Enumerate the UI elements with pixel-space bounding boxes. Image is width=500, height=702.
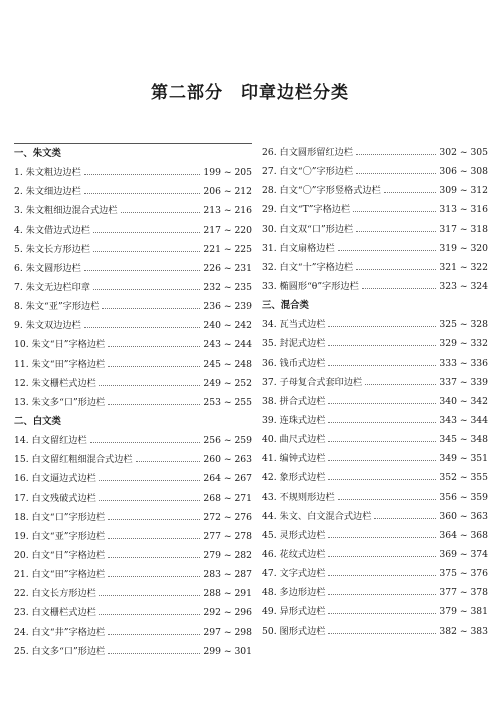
toc-entry <box>262 239 488 258</box>
toc-entry-title: 9. 朱文双边边栏 <box>14 320 81 332</box>
toc-entry-title: 36. 钱币式边栏 <box>262 357 326 369</box>
toc-right-column <box>262 143 488 641</box>
toc-entry <box>262 373 488 392</box>
toc-entry-pages: 317 ~ 318 <box>439 223 488 235</box>
toc-entry-title: 19. 白文“亚”字形边栏 <box>14 530 106 542</box>
toc-entry-title: 10. 朱文“日”字格边栏 <box>14 339 106 351</box>
leader-dots <box>328 613 436 614</box>
toc-entry-title: 28. 白文“〇”字形竖格式边栏 <box>262 185 381 197</box>
toc-entry-title: 24. 白文“井”字格边栏 <box>14 626 106 638</box>
toc-entry <box>262 449 488 468</box>
toc-entry-title: 31. 白文扇格边栏 <box>262 242 335 254</box>
toc-entry-pages: 260 ~ 263 <box>203 454 252 466</box>
leader-dots <box>328 460 436 461</box>
toc-entry-title: 20. 白文“日”字格边栏 <box>14 549 106 561</box>
toc-entry-title: 47. 文字式边栏 <box>262 568 326 580</box>
toc-entry-pages: 360 ~ 363 <box>439 510 488 522</box>
toc-entry-title: 30. 白文双“口”形边栏 <box>262 223 354 235</box>
toc-entry <box>262 507 488 526</box>
leader-dots <box>328 479 436 480</box>
toc-entry-pages: 329 ~ 332 <box>439 338 488 350</box>
leader-dots <box>84 327 201 328</box>
leader-dots <box>328 556 436 557</box>
section-header: 三、混合类 <box>262 300 309 312</box>
toc-entry-pages: 226 ~ 231 <box>203 262 252 274</box>
toc-entry-pages: 277 ~ 278 <box>203 530 252 542</box>
toc-entry-title: 14. 白文留红边栏 <box>14 435 87 447</box>
leader-dots <box>99 385 201 386</box>
toc-entry-pages: 349 ~ 351 <box>439 453 488 465</box>
toc-entry-title: 26. 白文圆形留红边栏 <box>262 147 354 158</box>
toc-entry <box>262 488 488 507</box>
leader-dots <box>84 174 201 175</box>
toc-entry <box>14 603 252 622</box>
leader-dots <box>338 499 437 500</box>
toc-entry <box>262 564 488 583</box>
toc-entry-title: 45. 灵形式边栏 <box>262 529 326 541</box>
toc-entry <box>262 258 488 277</box>
leader-dots <box>328 575 436 576</box>
leader-dots <box>108 557 200 558</box>
leader-dots <box>338 250 437 251</box>
toc-entry <box>14 469 252 488</box>
toc-entry-pages: 206 ~ 212 <box>203 186 252 198</box>
toc-entry-title: 27. 白文“〇”字形边栏 <box>262 166 354 178</box>
toc-entry-title: 17. 白文残破式边栏 <box>14 492 96 504</box>
toc-entry-pages: 343 ~ 344 <box>439 414 488 426</box>
toc-entry-pages: 268 ~ 271 <box>203 492 252 504</box>
toc-entry-pages: 325 ~ 328 <box>439 319 488 331</box>
toc-entry-title: 34. 瓦当式边栏 <box>262 319 326 331</box>
toc-entry <box>262 622 488 641</box>
toc-entry-title: 35. 封泥式边栏 <box>262 338 326 350</box>
toc-entry-pages: 217 ~ 220 <box>203 224 252 236</box>
toc-entry-pages: 232 ~ 235 <box>203 281 252 293</box>
toc-entry-pages: 245 ~ 248 <box>203 358 252 370</box>
toc-entry <box>262 277 488 296</box>
toc-entry <box>14 297 252 316</box>
toc-entry-pages: 369 ~ 374 <box>439 548 488 560</box>
toc-entry-pages: 337 ~ 339 <box>439 376 488 388</box>
toc-entry-title: 16. 白文逼边式边栏 <box>14 473 96 485</box>
toc-entry-pages: 243 ~ 244 <box>203 339 252 351</box>
leader-dots <box>84 193 201 194</box>
section-header: 二、白文类 <box>14 415 61 427</box>
leader-dots <box>362 288 437 289</box>
toc-entry-title: 13. 朱文多“口”形边栏 <box>14 396 106 408</box>
toc-entry-pages: 199 ~ 205 <box>203 167 252 179</box>
toc-entry <box>14 278 252 297</box>
toc-entry <box>262 334 488 353</box>
toc-entry-title: 1. 朱文粗边边栏 <box>14 167 81 179</box>
toc-entry <box>262 583 488 602</box>
toc-entry-pages: 382 ~ 383 <box>439 625 488 637</box>
toc-entry-title: 33. 椭圆形“θ”字形边栏 <box>262 280 359 292</box>
toc-entry <box>262 181 488 200</box>
toc-entry-title: 3. 朱文粗细边混合式边栏 <box>14 205 118 217</box>
toc-entry-title: 6. 朱文圆形边栏 <box>14 262 81 274</box>
toc-entry <box>262 602 488 621</box>
toc-entry <box>262 392 488 411</box>
toc-entry <box>14 565 252 584</box>
leader-dots <box>328 594 436 595</box>
leader-dots <box>365 384 436 385</box>
toc-entry <box>14 546 252 565</box>
toc-entry-title: 29. 白文“T”字格边栏 <box>262 204 351 216</box>
leader-dots <box>99 614 201 615</box>
toc-entry-pages: 309 ~ 312 <box>439 185 488 197</box>
toc-entry-title: 32. 白文“十”字格边栏 <box>262 261 354 273</box>
toc-entry-pages: 377 ~ 378 <box>439 587 488 599</box>
toc-entry-pages: 340 ~ 342 <box>439 395 488 407</box>
toc-entry-title: 49. 异形式边栏 <box>262 606 326 618</box>
toc-entry-pages: 321 ~ 322 <box>439 261 488 273</box>
leader-dots <box>328 326 436 327</box>
leader-dots <box>108 634 200 635</box>
toc-entry-pages: 313 ~ 316 <box>439 204 488 216</box>
toc-entry <box>262 143 488 162</box>
toc-entry-pages: 213 ~ 216 <box>203 205 252 217</box>
toc-entry-title: 5. 朱文长方形边栏 <box>14 243 90 255</box>
toc-entry-pages: 333 ~ 336 <box>439 357 488 369</box>
toc-entry-title: 15. 白文留红粗细混合式边栏 <box>14 454 133 466</box>
leader-dots <box>108 346 200 347</box>
toc-entry <box>14 182 252 201</box>
toc-entry-title: 43. 不规则形边栏 <box>262 491 335 503</box>
toc-entry <box>14 623 252 642</box>
toc-entry-title: 39. 连珠式边栏 <box>262 414 326 426</box>
leader-dots <box>99 480 201 481</box>
toc-entry-pages: 302 ~ 305 <box>439 147 488 158</box>
toc-entry-title: 4. 朱文借边式边栏 <box>14 224 90 236</box>
toc-entry-pages: 288 ~ 291 <box>203 588 252 600</box>
toc-entry-pages: 272 ~ 276 <box>203 511 252 523</box>
toc-entry-title: 21. 白文“田”字格边栏 <box>14 569 106 581</box>
toc-entry <box>14 508 252 527</box>
leader-dots <box>328 403 436 404</box>
toc-entry-title: 18. 白文“口”字形边栏 <box>14 511 106 523</box>
toc-entry-pages: 323 ~ 324 <box>439 280 488 292</box>
page-title: 第二部分 印章边栏分类 <box>151 83 349 103</box>
toc-entry-pages: 345 ~ 348 <box>439 434 488 446</box>
toc-entry <box>14 221 252 240</box>
leader-dots <box>356 154 436 155</box>
leader-dots <box>121 212 201 213</box>
toc-entry <box>14 201 252 220</box>
leader-dots <box>328 537 436 538</box>
toc-entry <box>14 393 252 412</box>
toc-entry-title: 11. 朱文“田”字格边栏 <box>14 358 106 370</box>
toc-entry-pages: 356 ~ 359 <box>439 491 488 503</box>
toc-entry-title: 38. 拼合式边栏 <box>262 395 326 407</box>
leader-dots <box>108 519 200 520</box>
toc-entry-pages: 253 ~ 255 <box>203 396 252 408</box>
toc-entry <box>262 315 488 334</box>
toc-entry-title: 44. 朱文、白文混合式边栏 <box>262 510 372 522</box>
toc-entry-pages: 292 ~ 296 <box>203 607 252 619</box>
toc-entry <box>14 259 252 278</box>
leader-dots <box>108 538 200 539</box>
toc-entry-title: 8. 朱文“亚”字形边栏 <box>14 301 100 313</box>
toc-entry-title: 12. 朱文栅栏式边栏 <box>14 377 96 389</box>
leader-dots <box>353 211 436 212</box>
toc-entry-pages: 240 ~ 242 <box>203 320 252 332</box>
toc-entry <box>262 411 488 430</box>
toc-entry <box>14 642 252 661</box>
toc-entry <box>14 450 252 469</box>
leader-dots <box>108 576 200 577</box>
toc-entry <box>14 374 252 393</box>
toc-entry-title: 46. 花纹式边栏 <box>262 548 326 560</box>
leader-dots <box>356 231 436 232</box>
toc-entry <box>14 163 252 182</box>
leader-dots <box>328 441 436 442</box>
leader-dots <box>328 633 436 634</box>
toc-entry-pages: 283 ~ 287 <box>203 569 252 581</box>
toc-entry <box>262 162 488 181</box>
toc-entry-pages: 221 ~ 225 <box>203 243 252 255</box>
leader-dots <box>328 422 436 423</box>
toc-entry <box>14 240 252 259</box>
toc-entry-title: 42. 象形式边栏 <box>262 472 326 484</box>
toc-entry <box>262 430 488 449</box>
toc-entry <box>262 468 488 487</box>
leader-dots <box>374 518 436 519</box>
toc-entry-title: 37. 子母复合式套印边栏 <box>262 376 363 388</box>
leader-dots <box>356 173 436 174</box>
leader-dots <box>102 308 200 309</box>
leader-dots <box>108 653 200 654</box>
toc-entry <box>262 220 488 239</box>
toc-entry <box>14 489 252 508</box>
toc-entry-title: 40. 曲尺式边栏 <box>262 434 326 446</box>
toc-entry <box>14 335 252 354</box>
toc-entry-title: 2. 朱文细边边栏 <box>14 186 81 198</box>
toc-entry <box>14 316 252 335</box>
toc-entry <box>262 526 488 545</box>
toc-entry-pages: 256 ~ 259 <box>203 435 252 447</box>
toc-entry-pages: 352 ~ 355 <box>439 472 488 484</box>
toc-entry <box>262 200 488 219</box>
leader-dots <box>384 192 437 193</box>
leader-dots <box>93 251 200 252</box>
toc-entry-pages: 319 ~ 320 <box>439 242 488 254</box>
toc-entry <box>14 355 252 374</box>
leader-dots <box>108 366 200 367</box>
toc-entry-title: 22. 白文长方形边栏 <box>14 588 96 600</box>
toc-entry-pages: 375 ~ 376 <box>439 568 488 580</box>
section-header: 一、朱文类 <box>14 143 252 163</box>
toc-entry-title: 7. 朱文无边栏印章 <box>14 281 90 293</box>
toc-entry-pages: 279 ~ 282 <box>203 549 252 561</box>
toc-entry-title: 23. 白文栅栏式边栏 <box>14 607 96 619</box>
toc-entry <box>14 527 252 546</box>
toc-entry-pages: 364 ~ 368 <box>439 529 488 541</box>
leader-dots <box>99 595 201 596</box>
leader-dots <box>99 500 201 501</box>
leader-dots <box>84 270 201 271</box>
leader-dots <box>108 404 200 405</box>
toc-entry-pages: 306 ~ 308 <box>439 166 488 178</box>
toc-entry-title: 50. 图形式边栏 <box>262 625 326 637</box>
leader-dots <box>93 289 200 290</box>
toc-entry-pages: 379 ~ 381 <box>439 606 488 618</box>
toc-entry-pages: 264 ~ 267 <box>203 473 252 485</box>
toc-entry-pages: 236 ~ 239 <box>203 301 252 313</box>
toc-left-column <box>14 143 252 661</box>
toc-entry <box>14 431 252 450</box>
toc-entry-title: 41. 编钟式边栏 <box>262 453 326 465</box>
toc-entry-pages: 297 ~ 298 <box>203 626 252 638</box>
leader-dots <box>90 442 201 443</box>
toc-entry <box>262 354 488 373</box>
leader-dots <box>328 365 436 366</box>
leader-dots <box>93 232 200 233</box>
toc-entry-pages: 249 ~ 252 <box>203 377 252 389</box>
toc-entry-title: 25. 白文多“口”形边栏 <box>14 645 106 657</box>
leader-dots <box>136 461 201 462</box>
leader-dots <box>356 269 436 270</box>
toc-entry-pages: 299 ~ 301 <box>203 645 252 657</box>
toc-entry <box>14 584 252 603</box>
toc-entry-title: 48. 多边形边栏 <box>262 587 326 599</box>
leader-dots <box>328 345 436 346</box>
toc-entry <box>262 545 488 564</box>
